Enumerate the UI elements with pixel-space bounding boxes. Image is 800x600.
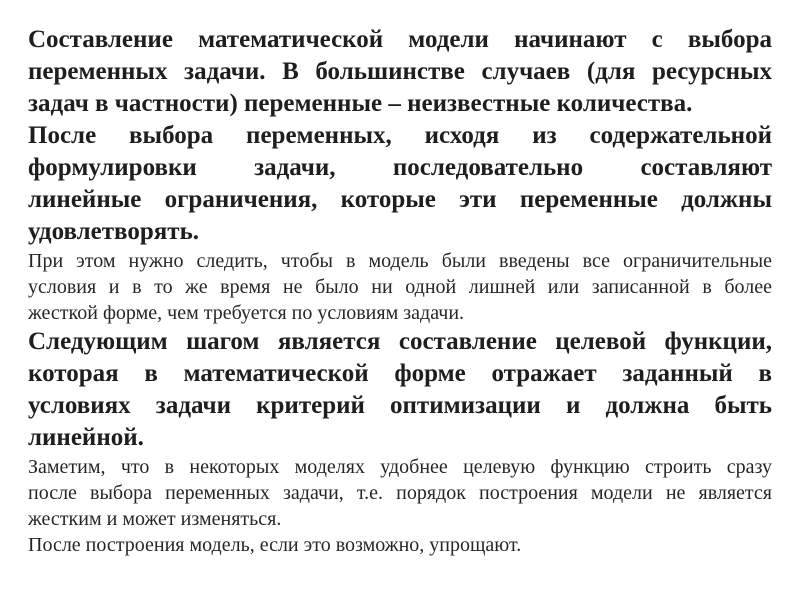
- text-line: задач в частности) переменные – неизвестные количества.: [28, 90, 693, 117]
- paragraph-simplification: [28, 532, 772, 558]
- text-line: линейной.: [28, 424, 144, 451]
- paragraph-model-variables: [28, 24, 772, 120]
- text-line: Заметим, что в некоторых моделях удобнее целевую функцию строить сразу: [28, 456, 772, 478]
- paragraph-constraints: [28, 120, 772, 248]
- text-line: После выбора переменных, исходя из содержательной: [28, 122, 772, 149]
- text-line: После построения модель, если это возможно, упрощают.: [28, 534, 522, 556]
- text-line: Составление математической модели начинают с выбора: [28, 26, 772, 53]
- text-line: жесткой форме, чем требуется по условиям задачи.: [28, 302, 465, 324]
- text-line: жестким и может изменяться.: [28, 508, 282, 530]
- text-line: которая в математической форме отражает заданный в: [28, 360, 772, 387]
- text-line: линейные ограничения, которые эти переменные должны: [28, 186, 772, 213]
- paragraph-objective-function: [28, 326, 772, 454]
- text-line: после выбора переменных задачи, т.е. порядок построения модели не является: [28, 482, 772, 504]
- paragraph-constraints-note: [28, 248, 772, 326]
- text-line: удовлетворять.: [28, 218, 200, 245]
- text-line: формулировки задачи, последовательно составляют: [28, 154, 772, 181]
- text-line: При этом нужно следить, чтобы в модель были введены все ограничительные: [28, 250, 772, 272]
- text-line: переменных задачи. В большинстве случаев (для ресурсных: [28, 58, 772, 85]
- text-line: условия и в то же время не было ни одной лишней или записанной в более: [28, 276, 772, 298]
- slide-text-body: [28, 24, 772, 558]
- text-line: Следующим шагом является составление целевой функции,: [28, 328, 772, 355]
- text-line: условиях задачи критерий оптимизации и должна быть: [28, 392, 772, 419]
- paragraph-order-note: [28, 454, 772, 532]
